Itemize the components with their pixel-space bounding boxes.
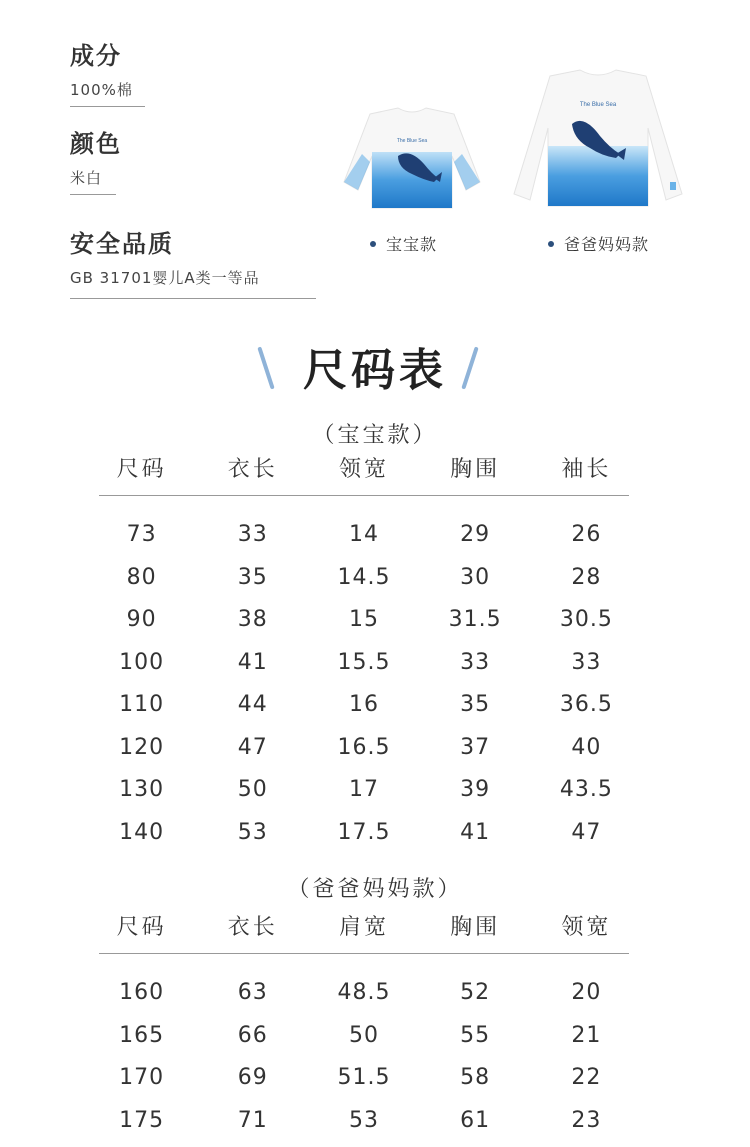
parent-shirt-print: The Blue Sea: [579, 102, 617, 108]
table-row: [86, 726, 642, 769]
table-cell: 63: [237, 980, 268, 1006]
table-cell: 165: [119, 1022, 165, 1048]
caption-baby: [370, 232, 437, 255]
table-row: [86, 811, 642, 854]
bullet-dot-icon: [370, 241, 376, 247]
table-cell: 58: [460, 1065, 491, 1091]
table-cell: 37: [460, 734, 491, 760]
size-chart-title: 尺码表: [303, 345, 447, 396]
baby-shirt-print: The Blue Sea: [396, 138, 428, 144]
header-divider: [99, 953, 629, 954]
table-cell: 80: [126, 564, 157, 590]
table-cell: 40: [571, 734, 602, 760]
column-header: 胸围: [450, 456, 501, 482]
table-cell: 73: [126, 522, 157, 548]
table-cell: 30.5: [559, 607, 613, 633]
baby-size-table: [86, 446, 642, 854]
spec-quality: [70, 224, 316, 299]
table-cell: 69: [237, 1065, 268, 1091]
table-cell: 66: [237, 1022, 268, 1048]
table-cell: 47: [571, 819, 602, 845]
bullet-dot-icon: [548, 241, 554, 247]
table-cell: 140: [119, 819, 165, 845]
table-cell: 14.5: [337, 564, 391, 590]
table-cell: 120: [119, 734, 165, 760]
table-cell: 48.5: [337, 980, 391, 1006]
table-row: [86, 599, 642, 642]
table-cell: 130: [119, 777, 165, 803]
spec-material: [70, 36, 145, 107]
table-cell: 53: [237, 819, 268, 845]
caption-parent: [548, 232, 649, 255]
size-chart-title-wrap: [0, 334, 750, 398]
table-cell: 28: [571, 564, 602, 590]
column-header: 尺码: [116, 456, 167, 482]
spec-material-label: 成分: [70, 42, 122, 70]
table-cell: 17.5: [337, 819, 391, 845]
table-cell: 51.5: [337, 1065, 391, 1091]
table-cell: 55: [460, 1022, 491, 1048]
column-header: 胸围: [450, 914, 501, 940]
column-header: 袖长: [561, 456, 612, 482]
table-cell: 23: [571, 1107, 602, 1133]
table-cell: 90: [126, 607, 157, 633]
column-header: 肩宽: [338, 914, 389, 940]
table-cell: 47: [237, 734, 268, 760]
header-divider: [99, 495, 629, 496]
spec-color-label: 颜色: [70, 130, 122, 158]
baby-table-subtitle: （宝宝款）: [312, 423, 438, 448]
table-cell: 20: [571, 980, 602, 1006]
table-cell: 175: [119, 1107, 165, 1133]
table-cell: 39: [460, 777, 491, 803]
table-cell: 50: [348, 1022, 379, 1048]
table-cell: 110: [119, 692, 165, 718]
table-row: [86, 769, 642, 812]
spec-color-value: 米白: [70, 167, 116, 195]
parent-table-subtitle: （爸爸妈妈款）: [287, 877, 463, 902]
table-cell: 14: [348, 522, 379, 548]
table-cell: 71: [237, 1107, 268, 1133]
table-row: [86, 684, 642, 727]
table-cell: 30: [460, 564, 491, 590]
table-cell: 15.5: [337, 649, 391, 675]
table-row: [86, 514, 642, 557]
table-row: [86, 556, 642, 599]
table-row: [86, 641, 642, 684]
spec-quality-label: 安全品质: [70, 230, 174, 258]
table-cell: 29: [460, 522, 491, 548]
baby-shirt-image: [340, 104, 484, 212]
table-cell: 50: [237, 777, 268, 803]
table-cell: 35: [460, 692, 491, 718]
table-cell: 160: [119, 980, 165, 1006]
table-cell: 38: [237, 607, 268, 633]
caption-parent-text: 爸爸妈妈款: [564, 235, 650, 254]
table-cell: 170: [119, 1065, 165, 1091]
table-cell: 52: [460, 980, 491, 1006]
table-row: [86, 1014, 642, 1057]
table-cell: 61: [460, 1107, 491, 1133]
table-row: [86, 1057, 642, 1100]
table-header-row: [86, 446, 642, 489]
table-cell: 36.5: [559, 692, 613, 718]
table-row: [86, 972, 642, 1015]
table-cell: 33: [571, 649, 602, 675]
table-cell: 16: [348, 692, 379, 718]
table-cell: 44: [237, 692, 268, 718]
table-cell: 41: [460, 819, 491, 845]
table-cell: 17: [348, 777, 379, 803]
table-row: [86, 1099, 642, 1142]
spec-color: [70, 124, 122, 195]
spec-material-value: 100%棉: [70, 79, 145, 107]
table-cell: 53: [348, 1107, 379, 1133]
parent-size-table: [86, 904, 642, 1142]
column-header: 衣长: [227, 456, 278, 482]
table-cell: 41: [237, 649, 268, 675]
table-header-row: [86, 904, 642, 947]
table-cell: 21: [571, 1022, 602, 1048]
table-cell: 22: [571, 1065, 602, 1091]
spec-quality-value: GB 31701婴儿A类一等品: [70, 267, 316, 299]
parent-shirt-image: [510, 68, 686, 210]
table-cell: 33: [460, 649, 491, 675]
caption-baby-text: 宝宝款: [386, 235, 438, 254]
table-cell: 26: [571, 522, 602, 548]
table-cell: 31.5: [448, 607, 502, 633]
column-header: 领宽: [338, 456, 389, 482]
column-header: 衣长: [227, 914, 278, 940]
column-header: 尺码: [116, 914, 167, 940]
table-cell: 100: [119, 649, 165, 675]
table-cell: 43.5: [559, 777, 613, 803]
table-cell: 15: [348, 607, 379, 633]
table-cell: 16.5: [337, 734, 391, 760]
column-header: 领宽: [561, 914, 612, 940]
table-cell: 33: [237, 522, 268, 548]
table-cell: 35: [237, 564, 268, 590]
